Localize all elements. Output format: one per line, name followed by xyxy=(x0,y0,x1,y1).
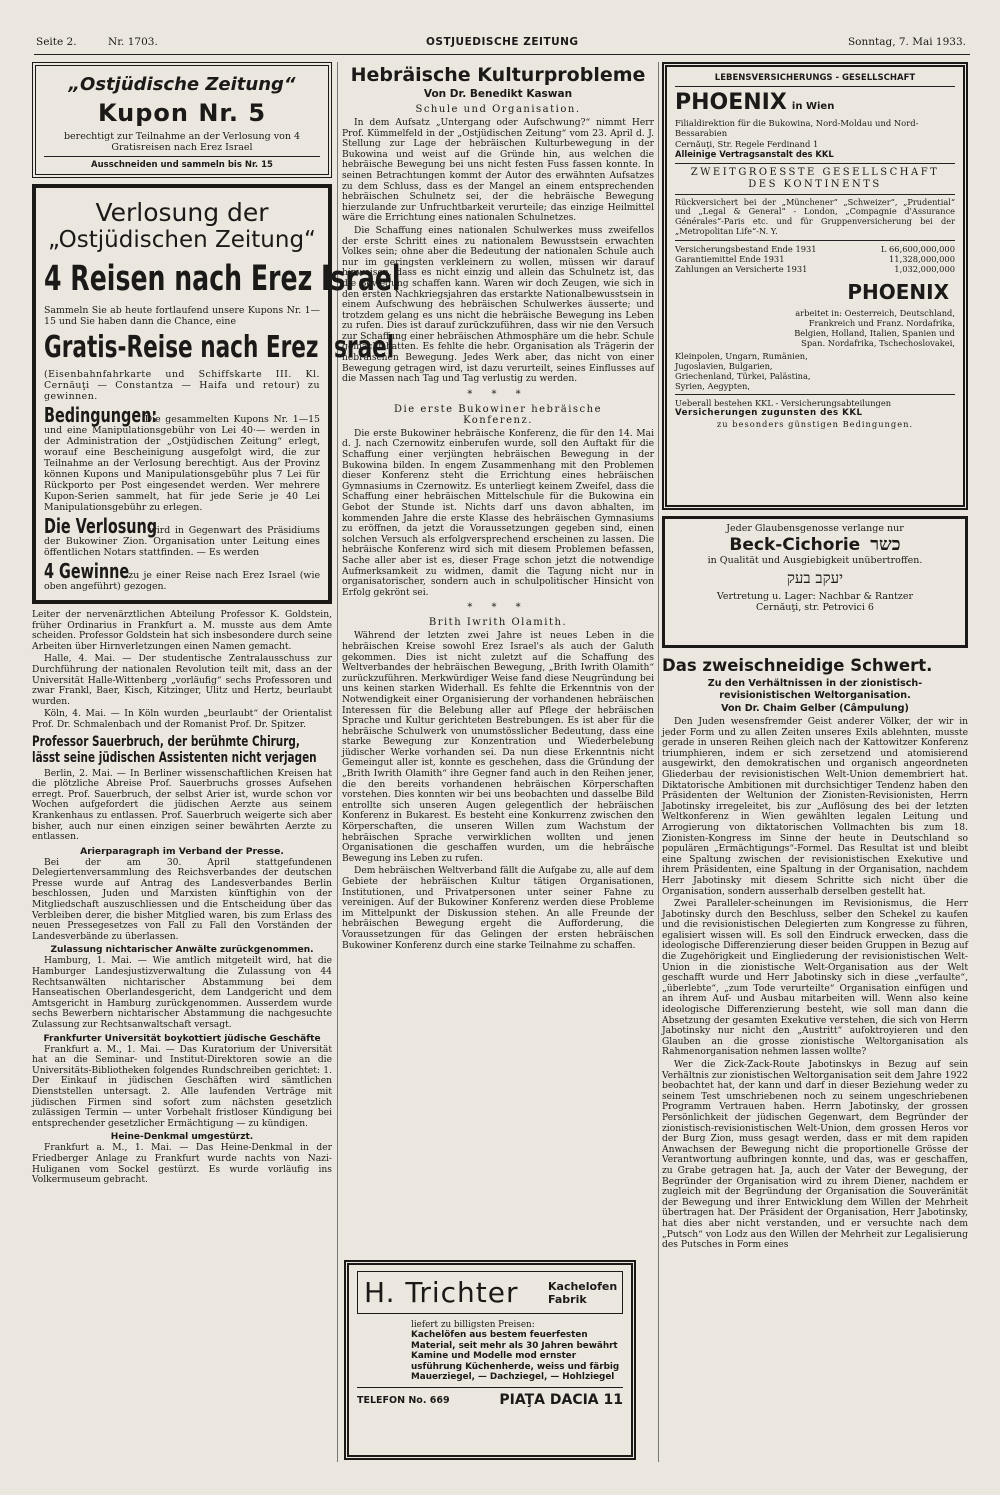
phoenix-kkl3: zu besonders günstigen Bedingungen. xyxy=(716,418,914,429)
lottery-p2: (Eisenbahnfahrkarte und Schiffskarte III. Kl. Cernăuţi — Constantza — Haifa und retour) zu gewinnen. xyxy=(44,369,320,402)
kupon-divider xyxy=(44,156,320,157)
headline-heine: Heine-Denkmal umgestürzt. xyxy=(110,1132,254,1143)
schwert-author: Von Dr. Chaim Gelber (Câmpulung) xyxy=(721,703,909,714)
phoenix-name: PHOENIX xyxy=(675,90,787,115)
trichter-l2: Kachelöfen aus bestem feuerfesten Material, seit mehr als 30 Jahren bewährt xyxy=(411,1330,618,1351)
kultur-p1: In dem Aufsatz „Untergang oder Aufschwung?“ nimmt Herr Prof. Kümmelfeld in der „Ostjüdischen Zeitung“ vom 23. April d. J. Stellung zur Lage der hebräischen Kulturbewegung in der Bukowina und weist auf die Gründe hin, aus welchen die hebräische Bewegung bei uns nicht festen Fuss fassen konnte. In seinen Betrachtungen kommt der Autor des erwähnten Aufsatzes zu dem Schluss, dass es der Mangel an einem entsprechenden hebräischen Schulnetz sei, der die hebräische Bewegung hierzulande zur Unfruchtbarkeit verurteile; das einzige Heilmittel wäre die Errichtung eines nationalen Schulnetzes. xyxy=(342,118,654,224)
phoenix-countries: Kleinpolen, Ungarn, Rumänien, Jugoslavien, Bulgarien, Griechenland, Türkei, Palästina, Syrien, Aegypten, xyxy=(675,350,811,391)
column-rule-2 xyxy=(658,62,659,1462)
stat3-value: 1,032,000,000 xyxy=(894,263,955,274)
beck-l1: Jeder Glaubensgenosse verlange nur xyxy=(726,523,904,534)
article-title: Hebräische Kulturprobleme xyxy=(350,64,646,86)
subhead-schule: Schule und Organisation. xyxy=(415,104,581,115)
trichter-l4: Mauerziegel, — Dachziegel, — Hohlziegel xyxy=(411,1372,615,1383)
phoenix-works: arbeitet in: Oesterreich, Deutschland, Frankreich und Franz. Nordafrika, Belgien, Holland, Italien, Spanien und Span. Nordafrika, Tschechoslovakei, xyxy=(794,307,955,348)
subhead-brith: Brith Iwrith Olamith. xyxy=(428,617,568,629)
article-halle: Halle, 4. Mai. — Der studentische Zentralausschuss zur Durchführung der nationalen Revolution teilt mit, dass an der Universität Halle-Wittenberg „vorläufig“ sechs Professoren und zwar Frankl, Baer, Kisch, Kitzinger, Ulitz und Hertz, beurlaubt wurden. xyxy=(32,654,332,707)
phoenix-l3: Alleinige Vertragsanstalt des KKL xyxy=(675,149,834,160)
kupon-title: Kupon Nr. 5 xyxy=(97,99,267,127)
stat1-label: Versicherungsbestand Ende 1931 xyxy=(675,243,817,254)
stat2-value: 11,328,000,000 xyxy=(889,253,955,264)
lottery-box xyxy=(32,184,401,604)
article-frankfurt: Frankfurt a. M., 1. Mai. — Das Kuratorium der Universität hat an die Seminar- und Institut-Direktoren sowie an die Universitäts-Bibliotheken folgendes Rundschreiben gerichtet: 1. Der Einkauf in jüdischen Geschäften wird sämtlichen Dienststellen untersagt. 2. Alle laufenden Verträge mit jüdischen Firmen sind sofort zum nächsten gesetzlich zulässigen Termin — unter Vorbehalt fristloser Kündigung bei entsprechender gesetzlicher Ermächtigung — zu kündigen. xyxy=(32,1044,332,1129)
trichter-address: PIAŢA DACIA 11 xyxy=(499,1392,623,1409)
headline-anwaelte: Zulassung nichtarischer Anwälte zurückgenommen. xyxy=(50,945,314,956)
article-heine: Frankfurt a. M., 1. Mai. — Das Heine-Denkmal in der Friedberger Anlage zu Frankfurt wurde nachts von Nazi-Huliganen vom Sockel gestürzt. Es wurde vorläufig ins Volkermuseum gebracht. xyxy=(32,1143,332,1186)
phoenix-ad xyxy=(662,62,968,510)
phoenix-l4: Rückversichert bei der „Münchener“ „Schweizer“, „Prudential“ und „Legal & General“ - London, „Compagnie d'Assurance Générales“-Paris etc. und für Gruppenversicherung bei der „Metropolitan Life“-N. Y. xyxy=(675,196,955,237)
page-number: Seite 2. xyxy=(36,36,77,48)
kultur-p5: Dem hebräischen Weltverband fällt die Aufgabe zu, alle auf dem Gebiete der hebräischen Kultur tätigen Organisationen, Institutionen, und Privatpersonen unter seiner Fahne zu vereinigen. Auf der Bukowiner Konferenz werden diese Probleme im Mittelpunkt der Diskussion stehen. An alle Freunde der hebräischen Bewegung ergeht die Aufforderung, die Voraussetzungen für das Gelingen der ersten hebräischen Bukowiner Konferenz durch eine starke Teilnahme zu schaffen. xyxy=(342,866,654,951)
schwert-p1: Den Juden wesensfremder Geist anderer Völker, der wir in jeder Form und zu allen Zeiten unseres Exils ablehnten, musste gerade in unseren Reihen gleich nach der Kattowitzer Konferenz triumphieren, indem er sich zersetzend und atomisierend ausgewirkt, den demokratischen und organisch angeordneten Gliederbau der revisionistischen Welt-Union demembriert hat. Diktatorische Ambitionen mit durchsichtiger Tendenz haben den Präsidenten der Weltunion der Zionisten-Revisionisten, Herrn Jabotinsky irregeleitet, bis zur „Auflösung des bei der letzten Weltkonferenz in Wien gewählten legalen Leitung und Arrogierung von diktatorischen Vollmachten bis zum 18. Zionisten-Kongress im Sinne der heute in Deutschland so populären „Ermächtigungs“-Formel. Das Resultat ist und bleibt eine Spaltung zwischen der revisionistischen Exekutive und ihrem Präsidenten, eine Spaltung in der Organisation, nachdem Herr Jabotinsky mit diesem Schritte sich nicht über die Organisation, sondern ausserhalb derselben gestellt hat. xyxy=(662,717,968,897)
headline-presse: Arierparagraph im Verband der Presse. xyxy=(80,845,284,857)
schwert-title: Das zweischneidige Schwert. xyxy=(662,656,933,675)
lottery-line4: Gratis-Reise nach Erez Israel xyxy=(44,330,395,365)
separator-stars-1: * * * xyxy=(467,388,529,400)
schwert-p2: Zwei Paralleler-scheinungen im Revisionismus, die Herr Jabotinsky durch den Beschluss, selber den Schekel zu kaufen und die revisionistischen Delegierten zum Kongresse zu führen, egalisiert wissen will. Es soll den Eindruck erwecken, dass die ideologische Differenzierung dieser beiden Gruppen in Bezug auf die Zugehörigkeit und Eingliederung der revisionistischen Welt-Union in die zionistische Welt-Organisation aus der Welt geschafft wurde und Herr Jabotinsky sich in diese „verfaulte“, „überlebte“, „zum Tode verurteilte“ Organisation einfügen und an ihrem Auf- und Ausbau mitarbeiten will. Wenn also keine ideologische Differenzierung besteht, wie soll man dann die Absetzung der gesamten Exekutive verstehen, die sich von Herrn Jabotinsky nur nicht den „Austritt“ aufoktroyieren und den Glauben an die grosse zionistische Weltorganisation als Rahmenorganisation nehmen lassen wollte? xyxy=(662,899,968,1058)
beck-l2: in Qualität und Ausgiebigkeit unübertroffen. xyxy=(707,555,923,566)
draw-text: wird in Gegenwart des Präsidiums der Bukowiner Zion. Organisation unter Leitung eines öffentlichen Notars stattfinden. — Es werden xyxy=(44,525,320,558)
beck-brand: Beck-Cichorie xyxy=(729,534,861,555)
kosher-label: כשר xyxy=(870,534,901,555)
beck-hebrew: יעקב בעק xyxy=(786,569,844,587)
kultur-p4: Während der letzten zwei Jahre ist neues Leben in die hebräischen Kreise sowohl Erez Israel's als auch der Galuth gekommen. Dies ist nicht zuletzt auf die Schaffung des Weltverbandes der hebräischen Bewegung, „Brith Iwrith Olamith“ zurückzuführen. Merkwürdiger Weise fand diese Neugründung bei uns keinen starken Widerhall. Es fehlte die Erkenntnis von der Notwendigkeit einer Organisierung der vorhandenen hebräischen Interessen für die Belebung aller auf Pflege der hebräischen Sprache und Kultur gerichteten Bestrebungen. Es ist aber für die hebräische Schulwerk von unumstösslicher Bedeutung, dass eine starke Bewegung zur Konzentration und Wiederbelebung jüdischer Werke vorhanden sei. Da nun diese Erkenntnis nicht Gemeingut aller ist, konnte es geschehen, dass die Gründung der „Brith Iwrith Olamith“ ihre Gegner fand auch in den Reihen jener, die den bereits vorhandenen hebräischen Körperschaften vorstehen. Dies konnten wir bei uns beobachten und dasselbe Bild entrollte sich unseren Augen gelegentlich der hebräischen Konferenz in Bukarest. Es besteht eine Konkurrenz zwischen den Körperschaften, die unseren Willen zum Wachstum der hebräischen Sprache verwirklichen wollten und jenen Organisationen die geschaffen wurden, um die hebräische Bewegung ins Leben zu rufen. xyxy=(342,631,654,864)
article-sauerbruch: Berlin, 2. Mai. — In Berliner wissenschaftlichen Kreisen hat die plötzliche Abreise Prof. Sauerbruchs grosses Aufsehen erregt. Prof. Sauerbruch, der selbst Arier ist, wurde schon vor Wochen aufgefordert die jüdischen Aerzte aus seinem Krankenhaus zu entlassen. Prof. Sauerbruch weigerte sich aber bisher, auch nur einen einzigen seiner bewährten Aerzte zu entlassen. xyxy=(32,768,332,843)
article-author: Von Dr. Benedikt Kaswan xyxy=(423,88,573,100)
separator-stars-2: * * * xyxy=(467,602,529,614)
stat3-label: Zahlungen an Versicherte 1931 xyxy=(675,263,808,274)
headline-sauerbruch: Professor Sauerbruch, der berühmte Chirurg, lässt seine jüdischen Assistenten nicht verjagen xyxy=(32,733,317,766)
trichter-l3: Kamine und Modelle mod ernster usführung Küchenherde, weiss und färbig xyxy=(411,1351,620,1372)
lottery-line2: „Ostjüdischen Zeitung“ xyxy=(48,227,316,253)
phoenix-kkl1: Ueberall bestehen KKL - Versicherungsabteilungen xyxy=(675,397,892,408)
phoenix-big: ZWEITGROESSTE GESELLSCHAFT DES KONTINENTS xyxy=(690,166,940,190)
column-middle xyxy=(342,62,654,1472)
phoenix-city: in Wien xyxy=(791,101,835,112)
article-goldstein: Leiter der nervenärztlichen Abteilung Professor K. Goldstein, früher Ordinarius in Frankfurt a. M. musste aus dem Amte scheiden. Professor Goldstein hat sich insbesondere durch seine Arbeiten über Hirnverletzungen einen Namen gemacht. xyxy=(32,610,332,652)
issue-number: Nr. 1703. xyxy=(108,36,158,48)
issue-date: Sonntag, 7. Mai 1933. xyxy=(847,36,966,48)
column-right xyxy=(662,62,968,1472)
phoenix-l1: Filialdirektion für die Bukowina, Nord-Moldau und Nord-Bessarabien xyxy=(675,118,919,139)
conditions-text: Die gesammelten Kupons Nr. 1—15 und eine Manipulationsgebühr von Lei 40·— werden in der Administration der „Ostjüdischen Zeitung“ erlegt, worauf eine Bescheinigung ausgefolgt wird, die zur Teilnahme an der Verlosung berechtigt. Aus der Provinz können Kupons und Manipulationsgebühr plus 7 Lei für Rückporto per Post eingesendet werden. Wer mehrere Kupon-Serien sammelt, hat für jede Serie je 40 Lei Manipulationsgebühr zu erlegen. xyxy=(44,414,320,513)
winners-head: 4 Gewinne xyxy=(44,559,130,583)
column-left xyxy=(32,62,401,1472)
winners-text: zu je einer Reise nach Erez Israel (wie oben angeführt) gezogen. xyxy=(44,570,320,592)
lottery-p1: Sammeln Sie ab heute fortlaufend unsere Kupons Nr. 1—15 und Sie haben dann die Chance, eine xyxy=(44,305,320,327)
phoenix-name-2: PHOENIX xyxy=(847,279,949,304)
trichter-ad xyxy=(344,1260,636,1460)
trichter-brand: H. Trichter xyxy=(364,1276,519,1309)
article-anwaelte: Hamburg, 1. Mai. — Wie amtlich mitgeteilt wird, hat die Hamburger Landesjustizverwaltung die Zulassung von 44 Rechtsanwälten nichtarischer Abstammung bei dem Hanseatischen Oberlandesgericht, dem Landgericht und dem Amtsgericht in Hamburg zurückgenommen. Ausserdem wurde sechs Bewerbern nichtarischer Abstammung die nachgesuchte Zulassung zur Rechtsanwaltschaft versagt. xyxy=(32,956,332,1030)
kupon-footer: Ausschneiden und sammeln bis Nr. 15 xyxy=(91,160,273,170)
kultur-p3: Die erste Bukowiner hebräische Konferenz, die für den 14. Mai d. J. nach Czernowitz einberufen wurde, soll den Auftakt für die Schaffung einer verjüngten hebräischen Bewegung in der Bukowina bilden. In engem Zusammenhang mit den Problemen dieser Konferenz steht die Errichtung eines hebräischen Gymnasiums in Czernowitz. Es unterliegt keinem Zweifel, dass die Schaffung einer hebräischen Mittelschule für die Bukowina ein Gebot der Stunde ist. Nichts darf uns davon abhalten, im kommenden Jahre die erste Klasse des hebräischen Gymnasiums zu eröffnen, da jetzt die Voraussetzungen gegeben sind, einen solchen Versuch als erfolgversprechend erscheinen zu lassen. Die hebräische Konferenz wird sich mit diesem Problemen befassen, Sache aller aber ist es, dieser Frage schon jetzt die notwendige Aufmerksamkeit zu widmen, damit die Tagung nicht nur in organisatorischer, sondern auch in schulpolitischer Hinsicht von Erfolg gekrönt sei. xyxy=(342,428,654,598)
phoenix-l2: Cernăuţi, Str. Regele Ferdinand 1 xyxy=(675,138,819,149)
lottery-line1: Verlosung der xyxy=(95,198,269,227)
beck-l3: Vertretung u. Lager: Nachbar & Rantzer xyxy=(716,591,914,602)
phoenix-kkl2: Versicherungen zugunsten des KKL xyxy=(675,408,863,419)
draw-head: Die Verlosung xyxy=(44,514,158,538)
kupon-paper: „Ostjüdische Zeitung“ xyxy=(68,74,296,95)
trichter-phone: TELEFON No. 669 xyxy=(357,1394,450,1406)
schwert-p3: Wer die Zick-Zack-Route Jabotinskys in Bezug auf sein Verhältnis zur zionistischen Weltorganisation seit dem Jahre 1922 beobachtet hat, der kann und darf in dieser Beziehung weder zu seinem Test umschriebenen noch zu seinem ungeschriebenen Programm Vertrauen haben. Herrn Jabotinsky, der grossen Persönlichkeit der jüdischen Gegenwart, dem Begründer der zionistisch-revisionistischen Welt-Union, dem grossen Heros vor der Burg Zion, muss gesagt werden, dass er mit dem rapiden Anwachsen der Bewegung nicht die proportionelle Grösse der Verantwortung aufbringen konnte, und das, was er geschaffen, zu Grabe getragen hat. Ja, auch der Vater der Bewegung, der Begründer der Organisation wird zu ihrem Diener, nachdem er zugleich mit der Begründung der Organisation die Souveränität der Bewegung und ihrer Entwicklung dem Willen der Mehrheit übertragen hat. Der Präsident der Organisation, Herr Jabotinsky, hat dies aber nicht verstanden, und er versuchte nach dem „Putsch“ von Lodz aus den Willen der Mehrheit zur Legalisierung des Putsches in Form eines xyxy=(662,1060,968,1251)
beck-l4: Cernăuţi, str. Petrovici 6 xyxy=(756,602,874,613)
schwert-subtitle: Zu den Verhältnissen in der zionistisch-revisionistischen Weltorganisation. xyxy=(707,678,923,701)
headline-frankfurt: Frankfurter Universität boykottiert jüdische Geschäfte xyxy=(43,1033,321,1044)
header-rule xyxy=(34,54,970,55)
kultur-p2: Die Schaffung eines nationalen Schulwerkes muss zweifellos der erste Schritt eines zu nationalem Bewusstsein erwachten Volkes sein; ohne aber die Bedeutung der nationalen Schule auch nur im geringsten verkleinern zu wollen, müssen wir darauf hinweisen, dass es nicht einzig und allein das Schulnetz ist, das die Bewegung schaffen kann. Waren wir doch Zeugen, wie sich in den ersten Nachkriegsjahren das erstarkte Nationalbewusstsein in einem Aufschwung des hebräischen Schulwerkes äusserte; und trotzdem gelang es uns nicht die hebräische Bewegung ins Leben zu rufen. Dies ist darauf zurückzuführen, dass wir nie den Versuch zur Schaffung einer hebräischen Athmosphäre um die hebr. Schule gemacht hatten. Es fehlte die hebr. Organisation als Trägerin der hebräischen Bewegung. Jedes Werk aber, das nicht von einer Bewegung getragen wird, ist dazu verurteilt, seines Einflusses auf die Massen nach Tag und Tag verlustig zu werden. xyxy=(342,225,654,385)
phoenix-header: LEBENSVERSICHERUNGS - GESELLSCHAFT xyxy=(675,73,955,87)
trichter-l1: liefert zu billigsten Preisen: xyxy=(411,1320,535,1330)
subhead-konferenz: Die erste Bukowiner hebräische Konferenz. xyxy=(394,403,602,426)
stat1-value: L 66,600,000,000 xyxy=(880,243,955,254)
lottery-line3: 4 Reisen nach Erez Israel xyxy=(44,259,401,299)
trichter-kind: Kachelofen Fabrik xyxy=(548,1279,618,1306)
stat2-label: Garantiemittel Ende 1931 xyxy=(675,253,785,264)
newspaper-name: OSTJUEDISCHE ZEITUNG xyxy=(426,36,579,48)
kupon-text: berechtigt zur Teilnahme an der Verlosung von 4 Gratisreisen nach Erez Israel xyxy=(63,131,301,153)
kupon-box xyxy=(32,62,332,178)
article-koeln: Köln, 4. Mai. — In Köln wurden „beurlaubt“ der Orientalist Prof. Dr. Schmalenbach und der Romanist Prof. Dr. Spitzer. xyxy=(32,709,332,730)
conditions-head: Bedingungen: xyxy=(44,403,158,427)
beck-ad xyxy=(662,516,968,648)
article-presse: Bei der am 30. April stattgefundenen Delegiertenversammlung des Reichsverbandes der deutschen Presse wurde auf Antrag des Landesverbandes Berlin beschlossen, Juden und Marxisten künftighin von der Mitgliedschaft auszuschliessen und die Entscheidung über das Verbleiben derer, die bisher Mitglied waren, bis zum Erlass des neuen Pressegesetzes von Fall zu Fall den Vorständen der Landesverbände zu überlassen. xyxy=(32,857,332,942)
